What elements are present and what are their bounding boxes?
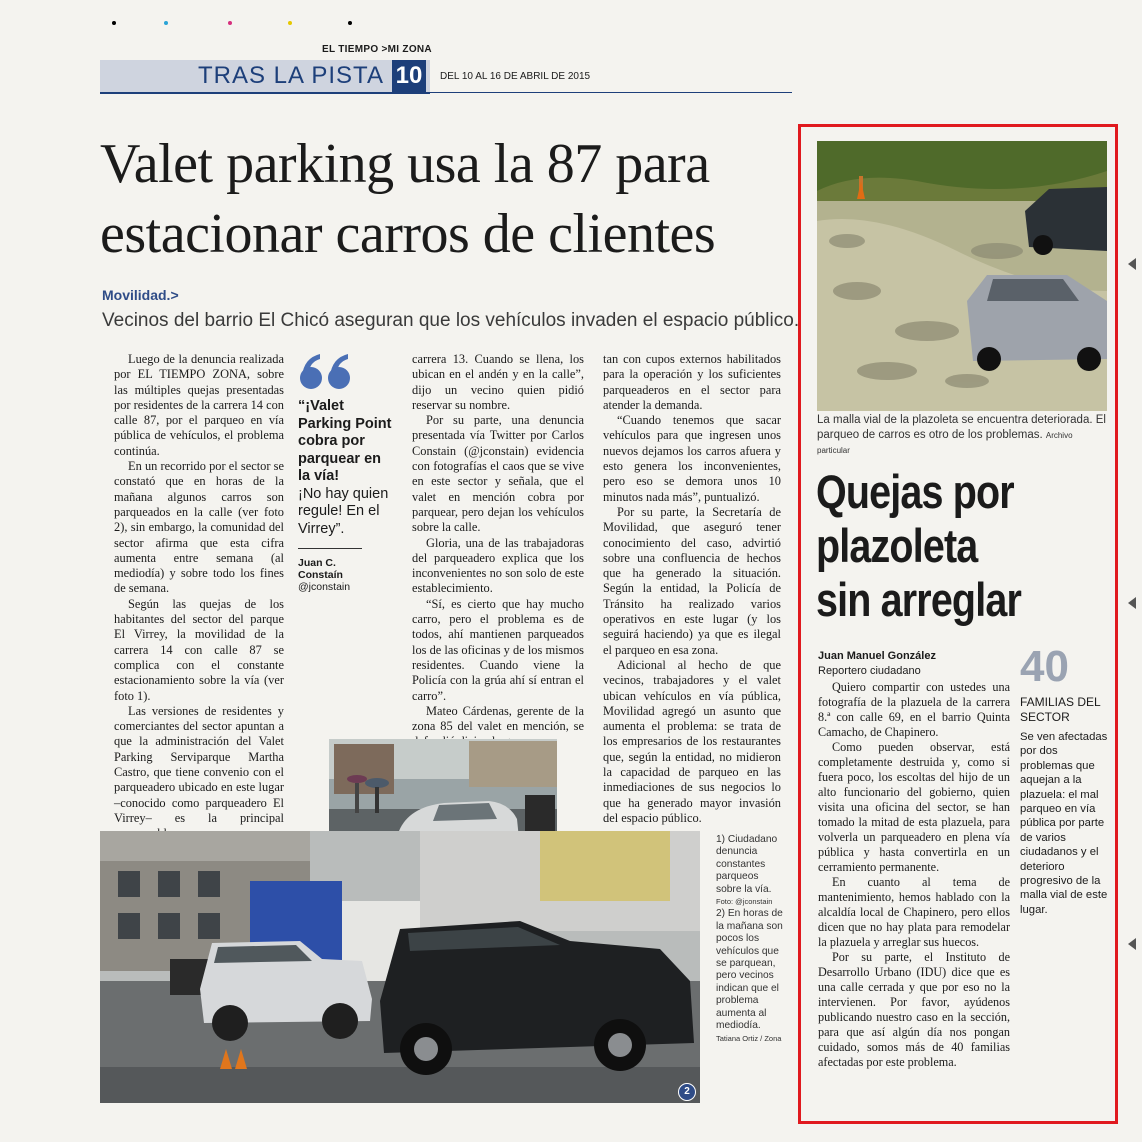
divider (298, 548, 362, 549)
pull-quote-text: “¡Valet Parking Point cobra por parquear en la vía! (298, 398, 392, 484)
crop-mark (1128, 938, 1136, 950)
headline-line1: Valet parking usa la 87 para (100, 133, 710, 195)
headline-line2: estacionar carros de clientes (100, 203, 716, 265)
sidebar-caption-credit: Archivo particular (817, 431, 1073, 455)
quote-marks (298, 352, 358, 397)
sidebar-role: Reportero ciudadano (818, 665, 921, 677)
stat-number: 40 (1020, 642, 1069, 691)
paragraph: Luego de la denuncia realizada por EL TIEMPO ZONA, sobre las múltiples quejas presentadas por residentes de la carrera 14 con calle 87, por el parqueo en vía pública de vehículos, el problema continúa. (114, 352, 284, 458)
paragraph: Como pueden observar, está completamente destruida y, como si fuera poco, los escoltas del hijo de un alto funcionario del gobierno, quien visita una oficina del sector, se han tomado la mitad de esta plazuela, para volverla un parqueadero en plena vía pública y hasta convertirla en un cerramiento permanente. (818, 740, 1010, 874)
photo-caption (716, 834, 784, 1045)
pull-quote (298, 398, 394, 593)
paragraph: Gloria, una de las trabajadoras del parqueadero explica que los inconvenientes no son solo de este establecimiento. (412, 535, 584, 596)
plazoleta-photo (817, 141, 1107, 411)
paragraph: “Sí, es cierto que hay mucho carro, pero el problema es de todos, ahí mantienen parqueados los de las oficinas y de los mismos residentes. Cuando viene la Policía con la grúa ahí sí entran el carro”. (412, 596, 584, 703)
paragraph: Según las quejas de los habitantes del sector del parque El Virrey, la movilidad de la carrera 14 con calle 87 se complica con el constante estacionamiento sobre la vía (ver foto 1). (114, 596, 284, 703)
caption-credit-1: Foto: @jconstain (716, 897, 773, 907)
kicker: Movilidad.> (102, 287, 179, 303)
sidebar-headline-line: sin arreglar (816, 573, 1021, 626)
sidebar-caption-text: La malla vial de la plazoleta se encuentra deteriorada. El parqueo de carros es otro de los problemas. (817, 414, 1106, 441)
paragraph: Quiero compartir con ustedes una fotografía de la plazuela de la carrera 8.ª con calle 69, en el barrio Quinta Camacho, de Chapinero. (818, 680, 1010, 739)
brand-label: EL TIEMPO >MI ZONA (322, 44, 432, 55)
caption-item-1: 1) Ciudadano denuncia constantes parqueos sobre la vía. (716, 834, 778, 895)
article-column-4 (603, 352, 781, 826)
page-number: 10 (392, 60, 426, 92)
paragraph: Las versiones de residentes y comerciantes del sector apuntan a que la administración del Valet Parking Serviparque Martha Castro, que tiene convenio con el parqueadero ubicado en este lugar –conocido como parqueadero El Virrey– es la principal (114, 703, 284, 825)
sidebar-photo-caption (817, 413, 1107, 458)
caption-item-2: 2) En horas de la mañana son pocos los vehículos que se parquean, pero vecinos indican que el problema aumenta al mediodía. (716, 908, 783, 1032)
article-column-3 (412, 352, 584, 750)
sidebar-headline-line: plazoleta (816, 519, 978, 572)
header-rule (430, 92, 792, 93)
street-photo-2 (100, 831, 700, 1103)
paragraph: “Cuando tenemos que sacar vehículos para que ingresen unos nuevos dejamos los carros afuera y esto genera los inconvenientes, pero eso se demora unos 10 minutos nada más”, puntualizó. (603, 413, 781, 504)
deck: Vecinos del barrio El Chicó aseguran que los vehículos invaden el espacio público. (102, 310, 800, 331)
paragraph: carrera 13. Cuando se llena, los ubican en el andén y en la calle”, dijo un vecino quien pidió reservar su nombre. (412, 352, 584, 412)
crop-mark (1128, 258, 1136, 270)
sidebar-body (818, 680, 1010, 1070)
article-column-1 (114, 352, 284, 872)
paragraph: En cuanto al tema de mantenimiento, hemos hablado con la alcaldía local de Chapinero, pero ellos dicen que no hay plata para remodelar la plazuela y arreglar sus huecos. (818, 875, 1010, 949)
paragraph: Por su parte, una denuncia presentada vía Twitter por Carlos Constain (@jconstain) evidencia con fotografías el caos que se vive en este sector y señala, que el valet en mención cobra por parquear, pero dejan los vehículos sobre la calle. (412, 413, 584, 535)
caption-credit-2: Tatiana Ortiz / Zona (716, 1033, 782, 1043)
crop-mark (1128, 597, 1136, 609)
paragraph: Por su parte, el Instituto de Desarrollo Urbano (IDU) dice que es una calle cerrada y que por eso no la intervienen. Por favor, ayúdenos publicando nuestro caso en la sección, para que así algún día nos pongan cuidado, somos más de 40 familias afectadas por este problema. (818, 950, 1010, 1069)
quote-author: Juan C. Constaín (298, 557, 343, 581)
paragraph: tan con cupos externos habilitados para la operación y los suficientes parqueaderos en el sector para atender la demanda. (603, 352, 781, 412)
paragraph: Adicional al hecho de que vecinos, trabajadores y el valet ubican vehículos en vía pública, Movilidad agregó un asunto que aumenta el problema: se trata de los empresarios de los restaurantes que, según la entidad, no midieron la capacidad de parqueo en las inmediaciones de sus negocios lo que ha generado mayor invasión del espacio público. (603, 657, 781, 825)
sidebar-headline (816, 465, 1021, 627)
stat-text: Se ven afectadas por dos problemas que aquejan a la plazuela: el mal parqueo en vía pública por parte de varios ciudadanos y el deterioro progresivo de la malla vial de este lugar. (1020, 731, 1108, 916)
photo-badge-2: 2 (678, 1083, 696, 1101)
section-title: TRAS LA PISTA (198, 62, 384, 89)
issue-date: DEL 10 AL 16 DE ABRIL DE 2015 (440, 71, 591, 82)
paragraph: Por su parte, la Secretaría de Movilidad, que aseguró tener conocimiento del caso, advirtió sobre una confluencia de hechos que ha generado la situación. Según la entidad, la Policía de Tránsito ha realizado varios operativos en este lugar (y los seguirá haciendo) ya que es ilegal el parqueo en esa zona. (603, 504, 781, 657)
sidebar-headline-line: Quejas por (816, 465, 1014, 518)
stat-label: FAMILIAS DEL SECTOR (1020, 695, 1101, 724)
sidebar-author: Juan Manuel González (818, 650, 936, 662)
quote-handle: @jconstain (298, 581, 351, 593)
paragraph: Mateo Cárdenas, gerente de la zona 85 del valet en mención, se (412, 703, 584, 734)
pull-quote-rest: ¡No hay quien regule! En el Virrey”. (298, 485, 389, 537)
paragraph: En un recorrido por el sector se constató que en horas de la mañana algunos carros son parqueados en la calle (ver foto 2), sin embargo, la comunidad del sector afirma que esta cifra aumenta entre semana (al mediodía) y sobre todo los fines de semana. (114, 459, 284, 596)
